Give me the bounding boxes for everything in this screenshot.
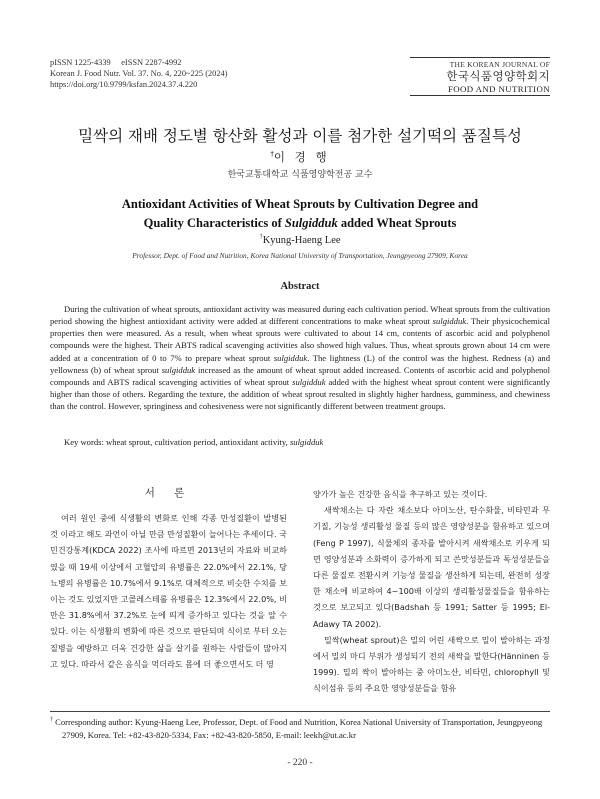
intro-paragraph: 밀싹(wheat sprout)은 밀의 어린 새싹으로 밀이 발아하는 과정에서 밀의 마디 부위가 생성되기 전의 새싹을 말한다(Hänninen 등 1999). 밀의 싹이 발아하는 중 아미노산, 비타민, chlorophyll 및 식이섬유 등의 주요한 영양성분들을 함유 [313,634,550,694]
abstract-text: increased as the amount of wheat sprout added increased. Contents of ascorbic acid and polyphenol compounds and ABTS radical scavenging activities of wheat sprout [50,364,550,387]
doi-link[interactable]: https://doi.org/10.9799/ksfan.2024.37.4.220 [50,80,198,89]
footnote-divider [50,711,550,712]
author-ko [0,149,600,165]
abstract-heading: Abstract [280,281,320,292]
title-en-line1: Antioxidant Activities of Wheat Sprouts by Cultivation Degree and [121,197,479,211]
abstract-italic: sulgidduk [292,376,326,387]
author-name-en: Kyung-Haeng Lee [262,235,341,246]
title-en-line2-pre: Quality Characteristics of [143,216,285,230]
section-heading-intro: 서 론 [144,487,193,499]
author-en [0,233,600,246]
article-meta [50,57,228,90]
footnote-mark: † [50,717,53,723]
journal-masthead [410,57,550,96]
intro-paragraph-continued: 양가가 높은 건강한 음식을 추구하고 있는 것이다. [313,489,488,499]
footnote-text: Corresponding author: Kyung-Haeng Lee, Professor, Dept. of Food and Nutrition, Korea National University of Transportation, Jeungpyeong 27909, Korea. Tel: +82-43-820-5334, Fax: +82-43-820-5850, E-mail: leekh@ut.ac.kr [53,717,543,741]
body-column-right [313,486,550,697]
affiliation-en: Professor, Dept. of Food and Nutrition, Korea National University of Transportation, Jeungpyeong 27909, Korea [132,251,468,260]
keywords [64,436,550,448]
masthead-rule-bottom [410,95,550,96]
author-name-ko: 이 경 행 [273,150,330,164]
journal-title-ko: 한국식품영양학회지 [446,69,550,83]
issn-line: pISSN 1225-4339 eISSN 2287-4992 [50,58,182,67]
corresponding-mark-en: † [259,233,263,240]
abstract-text: . Their physicochemical properties then were measured. As a result, when wheat sprouts were cultivated to about 14 cm, contents of ascorbic acid and polyphenol compounds were the highest. Their ABTS radical scavenging activities also showed high values. Thus, wheat sprouts grown about 14 cm were added at a concentration of 0 to 7% to prepare wheat sprout [50,316,550,363]
corresponding-mark: † [270,150,274,158]
abstract-text: added with the highest wheat sprout content were significantly higher than those of others. Regarding the texture, the addition of wheat sprout resulted in slightly higher hardness, gumminess, and chewiness than the control. However, springiness and cohesiveness were not significantly different between treatment groups. [50,376,550,412]
abstract-body [50,303,550,412]
title-en-line2-post: added Wheat Sprouts [337,216,457,230]
masthead-rule-top [410,57,550,58]
title-en-line2 [60,214,540,233]
affiliation-ko: 한국교통대학교 식품영양학전공 교수 [227,170,373,180]
corresponding-author-footnote [50,714,550,743]
abstract-text: . The lightness (L) of the control was the highest. Redness (a) and yellowness (b) of wheat sprout [50,352,550,375]
journal-title-en-bottom: FOOD AND NUTRITION [447,84,550,94]
abstract-italic: sulgidduk [161,364,196,375]
abstract-text: During the cultivation of wheat sprouts, antioxidant activity was measured during each cultivation period. Wheat sprouts from the cultivation period showing the highest antioxidant activity were added at different concentrations to make wheat sprout [50,304,550,327]
title-en-line2-italic: Sulgidduk [284,216,338,230]
body-column-left [50,484,287,672]
journal-title-en-top: THE KOREAN JOURNAL OF [449,60,550,69]
article-title-en [60,195,540,233]
abstract-italic: sulgidduk [273,352,308,363]
citation-line: Korean J. Food Nutr. Vol. 37. No. 4, 220~225 (2024) [50,69,228,78]
keywords-label: Key words: [64,437,104,447]
keywords-text: wheat sprout, cultivation period, antioxidant activity, [103,437,290,447]
abstract-italic: sulgidduk [432,316,467,327]
keywords-italic: sulgidduk [289,437,324,447]
page-number: - 220 - [287,758,313,768]
intro-paragraph: 여러 원인 중에 식생활의 변화로 인해 각종 만성질환이 발병된 것 이라고 해도 과언이 아닐 만큼 만성질환이 늘어나는 추세이다. 국민건강통계(KDCA 2022) 조사에 따르면 2013년의 자료와 비교하였을 때 19세 이상에서 고혈압의 유병률은 22.0%에서 22.1%, 당뇨병의 유병률은 10.7%에서 9.1%로 대체적으로 비슷한 수치를 보이는 것도 있었지만 고콜레스테롤 유병률은 12.3%에서 22.0%, 비만은 31.8%에서 37.2%로 눈에 띄게 증가하고 있다는 것을 알 수 있다. 이는 식생활의 변화에 따른 것으로 판단되며 식이로 부터 오는 질병을 예방하고 더욱 건강한 삶을 살기를 원하는 사람들이 많아지고 있다. 따라서 같은 음식을 먹더라도 몸에 더 좋으면서도 더 영 [50,513,287,669]
article-title-ko: 밀싹의 재배 정도별 항산화 활성과 이를 첨가한 설기떡의 품질특성 [78,127,522,145]
intro-paragraph: 새싹채소는 다 자란 채소보다 아미노산, 탄수화물, 비타민과 무기질, 기능성 생리활성 물질 등의 많은 영양성분을 함유하고 있으며(Feng P 1997), 식물체의 종자를 발아시켜 새싹채소로 키우게 되면 영양성분과 소화력이 증가하게 되고 쓴맛성분들과 독성성분들을 다른 물질로 전환시켜 기능성 물질을 생산하게 되는데, 완전히 성장한 채소에 비교하여 4~100배 이상의 생리활성물질들을 함유하는 것으로 보고되고 있다(Badshah 등 1991; Satter 등 1995; El-Adawy TA 2002). [313,505,550,629]
